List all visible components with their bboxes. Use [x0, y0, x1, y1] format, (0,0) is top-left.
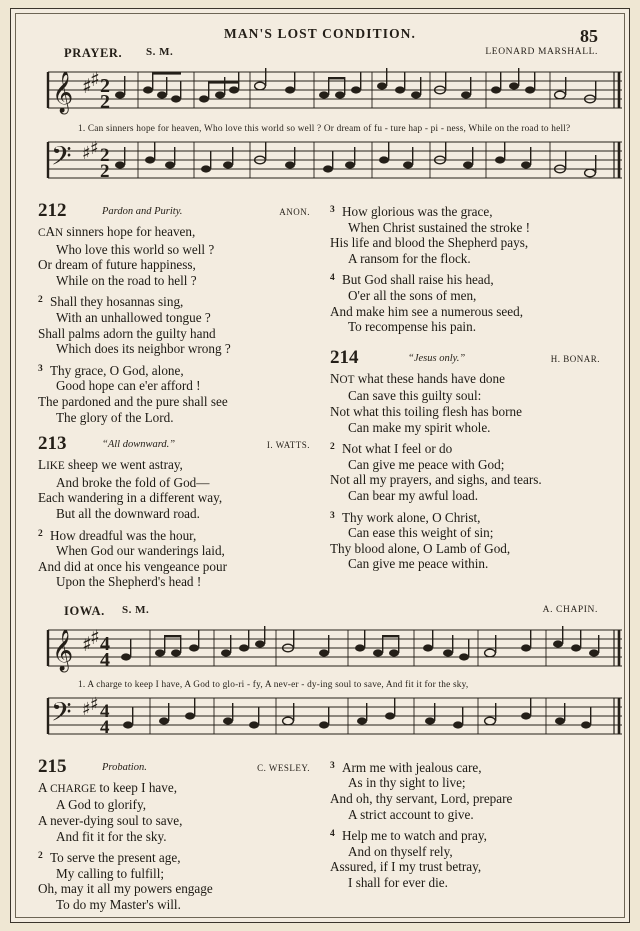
verse-number: 2	[330, 442, 335, 453]
verse	[38, 457, 312, 521]
verse	[330, 371, 602, 435]
column-left-lower	[38, 754, 320, 919]
verse	[38, 363, 312, 425]
staff-bass-2	[38, 690, 632, 748]
page-border-outer	[10, 8, 630, 923]
verse-line: O'er all the sons of men,	[348, 287, 477, 303]
verse-line: A strict account to give.	[348, 806, 474, 822]
verse-line: When Christ sustained the stroke !	[348, 219, 531, 235]
verse-line: Thy blood alone, O Lamb of God,	[330, 540, 511, 556]
hymn-header-212	[38, 202, 312, 224]
verse	[38, 528, 312, 590]
verse-line: Who love this world so well ?	[56, 241, 215, 257]
verse-line: NOT what these hands have done	[330, 370, 505, 386]
verse-line: CAN sinners hope for heaven,	[38, 224, 196, 239]
svg-text:2: 2	[100, 145, 110, 166]
tune-composer: A. CHAPIN.	[542, 604, 598, 615]
verse-line: Each wandering in a different way,	[38, 490, 223, 506]
running-head: MAN'S LOST CONDITION.	[223, 26, 416, 41]
verse	[38, 850, 312, 912]
verse-number: 3	[330, 205, 335, 215]
verse-line: Not what I feel or do	[342, 441, 453, 457]
lyric-line-prayer: 1. Can sinners hope for heaven, Who love this world so well ? Or dream of fu - ture hap - pi - ness, While on the road to hell?	[78, 124, 571, 134]
verse-line: Can save this guilty soul:	[348, 388, 482, 404]
verse	[38, 780, 312, 844]
verse	[330, 441, 602, 503]
verse-line: Can make my spirit whole.	[348, 419, 491, 435]
tune-name: IOWA.	[64, 603, 105, 618]
verse-line: The glory of the Lord.	[56, 409, 174, 425]
svg-text:𝄞: 𝄞	[52, 72, 74, 113]
verse-line: Assured, if I my trust betray,	[330, 859, 482, 875]
hymn-title: Probation.	[102, 761, 147, 773]
verse-line: How dreadful was the hour,	[50, 527, 197, 543]
page-number: 85	[580, 26, 598, 46]
verse-line: And fit it for the sky.	[56, 828, 167, 844]
svg-text:𝄢: 𝄢	[51, 695, 72, 734]
svg-text:♯: ♯	[90, 693, 99, 715]
svg-text:2: 2	[100, 161, 110, 182]
tune-composer: LEONARD MARSHALL.	[485, 47, 598, 57]
verse-line: LIKE sheep we went astray,	[38, 457, 183, 473]
verse-line: Help me to watch and pray,	[342, 828, 487, 844]
column-right-upper	[320, 198, 602, 596]
hymn-author: H. BONAR.	[550, 353, 600, 364]
staff-bass-1	[38, 134, 632, 192]
verse-number: 3	[38, 363, 43, 374]
verse-line: A God to glorify,	[56, 797, 146, 813]
verse-number: 2	[38, 295, 43, 306]
verse	[38, 294, 312, 356]
hymn-author: ANON.	[279, 207, 310, 217]
verse-line: Or dream of future happiness,	[38, 257, 196, 273]
verse-line: Shall palms adorn the guilty hand	[38, 325, 216, 341]
verse-line: And make him see a numerous seed,	[330, 303, 523, 319]
verse-line: His life and blood the Shepherd pays,	[330, 235, 529, 251]
verse-line: While on the road to hell ?	[56, 272, 197, 288]
svg-text:2: 2	[100, 91, 110, 113]
verse-line: Can bear my awful load.	[348, 487, 479, 503]
verse-line: And broke the fold of God—	[56, 474, 210, 490]
tune-header-prayer	[38, 46, 602, 62]
hymn-number: 213	[38, 433, 67, 455]
hymn-author: I. WATTS.	[266, 440, 310, 451]
hymn-header-215	[38, 755, 312, 780]
verse-line: Thy work alone, O Christ,	[342, 509, 481, 525]
verse-line: I shall for ever die.	[348, 875, 448, 891]
hymn-title: “All downward.”	[102, 439, 176, 451]
svg-text:♯: ♯	[82, 143, 91, 164]
verse-number: 2	[38, 851, 43, 862]
verse-line: And on thyself rely,	[348, 843, 453, 859]
verse-line: To recompense his pain.	[348, 319, 476, 335]
hymn-number: 215	[38, 755, 67, 777]
verse-number: 3	[330, 510, 335, 521]
hymn-number: 212	[38, 200, 67, 221]
verse-line: A ransom for the flock.	[348, 250, 471, 266]
verse	[330, 272, 602, 334]
verse-line: Arm me with jealous care,	[342, 759, 482, 775]
lyric-line-iowa: 1. A charge to keep I have, A God to glo-ri - fy, A nev-er - dy-ing soul to save, And fit it for the sky,	[78, 679, 469, 690]
verse-line: Oh, may it all my powers engage	[38, 881, 213, 897]
svg-text:4: 4	[100, 632, 110, 655]
verse	[330, 204, 602, 266]
svg-text:♯: ♯	[82, 631, 92, 656]
music-iowa-system1	[38, 620, 602, 748]
verse-line: As in thy sight to live;	[348, 775, 466, 791]
verse-number: 2	[38, 528, 43, 539]
svg-text:4: 4	[100, 716, 110, 738]
verse-line: Thy grace, O God, alone,	[50, 362, 184, 378]
svg-text:♯: ♯	[90, 138, 99, 159]
hymn-author: C. WESLEY.	[257, 762, 310, 773]
verse-line: The pardoned and the pure shall see	[38, 393, 228, 409]
verse	[38, 224, 312, 288]
page-border-inner	[15, 13, 625, 918]
hymn-title: Pardon and Purity.	[102, 206, 183, 217]
column-left-upper	[38, 198, 320, 596]
tune-name: PRAYER.	[64, 46, 123, 60]
svg-text:♯: ♯	[82, 698, 91, 720]
svg-text:4: 4	[100, 648, 110, 671]
verse-line: A CHARGE to keep I have,	[38, 779, 178, 795]
verse	[330, 828, 602, 890]
hymn-title: “Jesus only.”	[408, 352, 466, 364]
verse-line: And did at once his vengeance pour	[38, 558, 227, 574]
svg-text:4: 4	[100, 700, 110, 722]
verse-line: Can ease this weight of sin;	[348, 525, 494, 541]
verse-line: To serve the present age,	[50, 850, 181, 866]
verse-line: A never-dying soul to save,	[38, 813, 183, 829]
tune-header-iowa	[38, 604, 602, 620]
tune-meter: S. M.	[146, 46, 174, 58]
verse	[330, 510, 602, 572]
verse-line: With an unhallowed tongue ?	[56, 309, 211, 325]
verse	[330, 760, 602, 822]
verse-line: Shall they hosannas sing,	[50, 294, 184, 310]
hymn-number: 214	[330, 346, 359, 368]
svg-text:♯: ♯	[82, 74, 92, 98]
staff-treble-2	[38, 620, 632, 680]
verse-number: 4	[330, 829, 335, 840]
svg-text:♯: ♯	[90, 67, 100, 91]
svg-text:2: 2	[100, 75, 110, 97]
hymn-header-214	[330, 346, 602, 371]
verse-line: But God shall raise his head,	[342, 272, 494, 288]
verse-line: My calling to fulfill;	[56, 865, 165, 881]
verse-line: Not all my prayers, and sighs, and tears.	[330, 472, 542, 488]
column-right-lower	[320, 754, 602, 919]
tune-meter: S. M.	[122, 603, 150, 616]
svg-text:𝄢: 𝄢	[51, 140, 72, 178]
verse-number: 3	[330, 760, 335, 771]
hymn-columns-lower	[38, 754, 602, 919]
verse-line: Good hope can e'er afford !	[56, 378, 201, 394]
verse-line: Can give me peace with God;	[348, 456, 505, 472]
verse-line: To do my Master's will.	[56, 897, 181, 913]
hymn-columns-upper	[38, 198, 602, 596]
verse-number: 4	[330, 273, 335, 284]
svg-text:♯: ♯	[90, 624, 100, 649]
verse-line: Upon the Shepherd's head !	[56, 574, 202, 590]
svg-text:𝄞: 𝄞	[52, 629, 74, 671]
verse-line: But all the downward road.	[56, 505, 200, 521]
music-prayer-system1	[38, 62, 602, 192]
verse-line: Can give me peace within.	[348, 556, 489, 572]
verse-line: And oh, thy servant, Lord, prepare	[330, 791, 513, 807]
verse-line: How glorious was the grace,	[342, 204, 493, 219]
verse-line: When God our wanderings laid,	[56, 543, 225, 559]
page-content	[38, 22, 602, 913]
verse-line: Not what this toiling flesh has borne	[330, 403, 522, 419]
staff-treble-1	[38, 62, 632, 124]
hymn-header-213	[38, 435, 312, 457]
verse-line: Which does its neighbor wrong ?	[56, 341, 231, 357]
